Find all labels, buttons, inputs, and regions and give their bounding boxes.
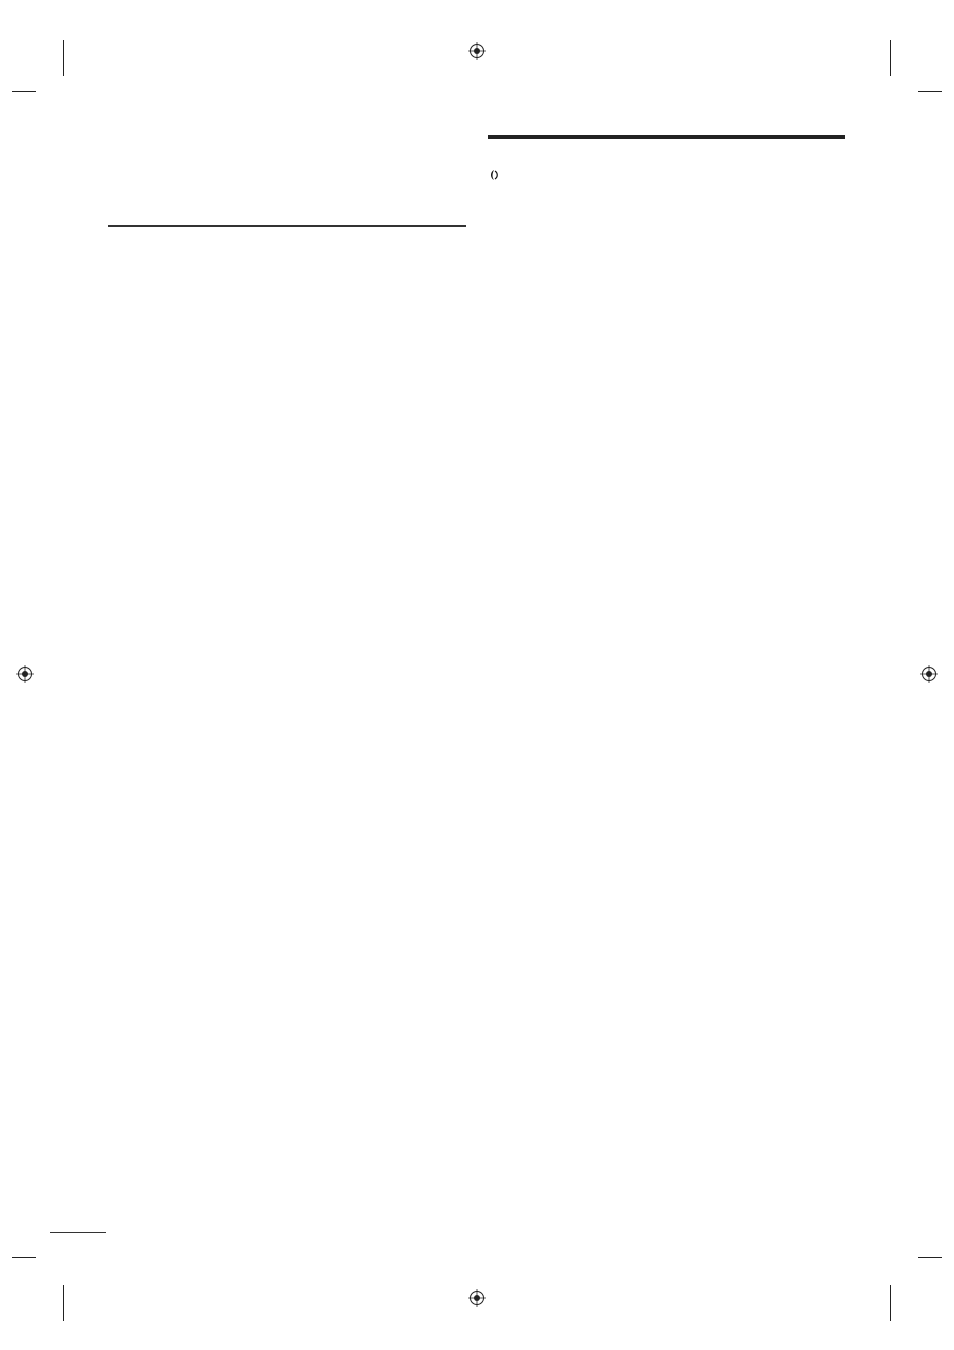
registration-mark-icon <box>920 665 938 683</box>
crop-mark <box>890 1285 891 1321</box>
contents-heading <box>108 225 466 229</box>
crop-mark <box>63 1285 64 1321</box>
registration-mark-icon <box>468 1289 486 1307</box>
features-column <box>488 135 845 188</box>
features-heading <box>488 135 845 142</box>
funai-swirl-icon <box>488 169 500 181</box>
crop-mark <box>12 1257 36 1258</box>
registration-mark-icon <box>16 665 34 683</box>
crop-mark <box>918 91 942 92</box>
registration-mark-icon <box>468 42 486 60</box>
crop-mark <box>890 40 891 76</box>
trademark-text <box>488 169 845 183</box>
crop-mark <box>12 91 36 92</box>
crop-mark <box>63 40 64 76</box>
table-of-contents <box>108 225 466 237</box>
legal-notice <box>488 152 845 182</box>
copyright-text <box>488 152 845 163</box>
divider <box>50 1232 106 1233</box>
crop-mark <box>918 1257 942 1258</box>
